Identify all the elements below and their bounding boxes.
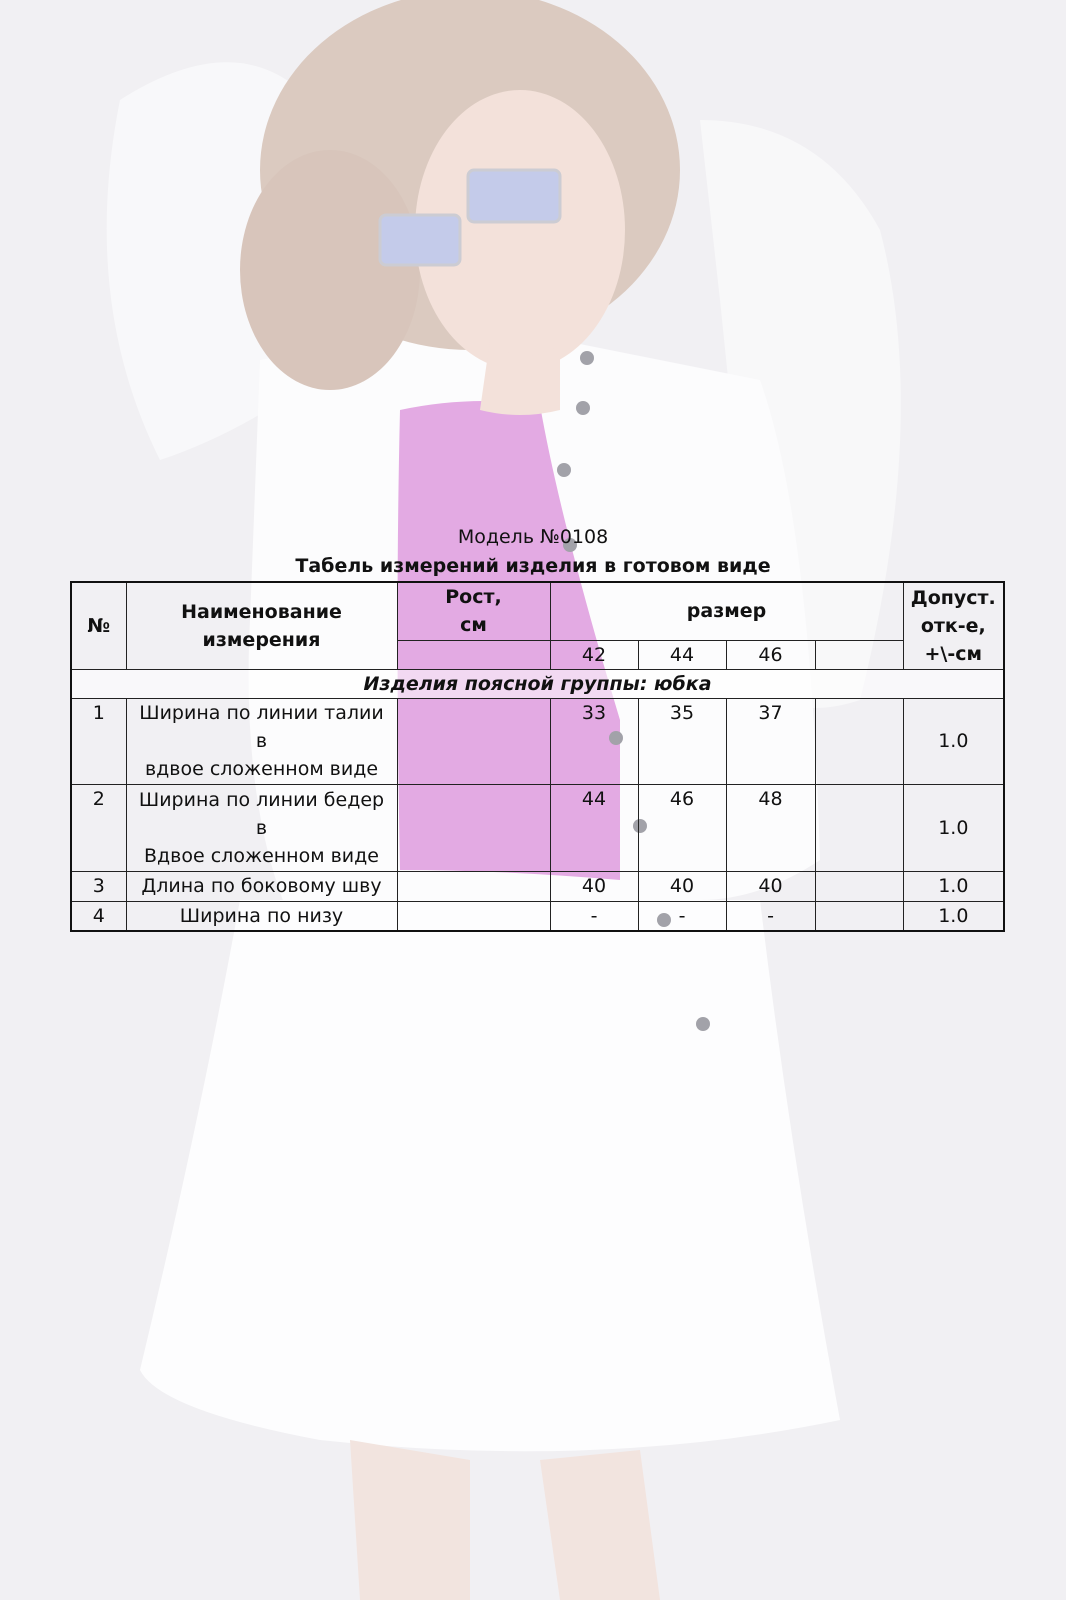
row-name: Ширина по низу	[126, 901, 397, 931]
row-height	[397, 698, 550, 784]
row-value: 48	[726, 784, 815, 871]
row-height	[397, 901, 550, 931]
row-num: 1	[71, 698, 126, 784]
row-value	[815, 871, 903, 901]
row-value: 44	[550, 784, 638, 871]
table-row	[71, 784, 1004, 871]
row-name: Длина по боковому шву	[126, 871, 397, 901]
row-name-line: Ширина по линии талии	[139, 702, 384, 724]
header-height-line1: Рост,	[445, 586, 502, 609]
row-value: 37	[726, 698, 815, 784]
measurement-table	[70, 581, 1005, 932]
header-tolerance-line3: +\-см	[924, 642, 983, 665]
row-value: 40	[726, 871, 815, 901]
row-value: 40	[638, 871, 726, 901]
header-height-line2: см	[460, 614, 487, 637]
row-tolerance: 1.0	[903, 698, 1004, 784]
header-name	[126, 582, 397, 669]
row-value	[815, 901, 903, 931]
row-value: 40	[550, 871, 638, 901]
row-value: 35	[638, 698, 726, 784]
table-row	[71, 698, 1004, 784]
row-value	[815, 698, 903, 784]
row-name-line: Ширина по линии бедер	[138, 788, 385, 811]
model-caption: Модель №0108	[457, 526, 609, 548]
header-name-line2: измерения	[202, 628, 321, 651]
section-title: Изделия поясной группы: юбка	[71, 669, 1004, 698]
table-title: Табель измерений изделия в готовом виде	[295, 555, 771, 577]
header-size-empty	[815, 640, 903, 669]
header-height-sub	[397, 640, 550, 669]
header-size: размер	[550, 582, 903, 640]
row-tolerance: 1.0	[903, 784, 1004, 871]
header-tolerance-line1: Допуст.	[910, 586, 996, 609]
row-tolerance: 1.0	[903, 871, 1004, 901]
header-size-44: 44	[638, 640, 726, 669]
row-name-line: в	[255, 730, 268, 752]
header-size-46: 46	[726, 640, 815, 669]
header-size-42: 42	[550, 640, 638, 669]
table-row	[71, 871, 1004, 901]
row-num: 2	[71, 784, 126, 871]
row-tolerance: 1.0	[903, 901, 1004, 931]
row-height	[397, 871, 550, 901]
row-value: -	[726, 901, 815, 931]
row-value: -	[550, 901, 638, 931]
row-value	[815, 784, 903, 871]
row-num: 3	[71, 871, 126, 901]
header-name-line1: Наименование	[181, 600, 342, 623]
header-height	[397, 582, 550, 640]
row-name-line: в	[255, 816, 268, 839]
row-name-line: Вдвое сложенном виде	[144, 844, 379, 867]
header-tolerance-line2: отк-е,	[920, 614, 986, 637]
row-name	[126, 698, 397, 784]
row-num: 4	[71, 901, 126, 931]
header-num: №	[71, 582, 126, 669]
row-name-line: вдвое сложенном виде	[144, 758, 379, 780]
row-value: 46	[638, 784, 726, 871]
row-value: 33	[550, 698, 638, 784]
row-height	[397, 784, 550, 871]
header-tolerance	[903, 582, 1004, 669]
table-row	[71, 901, 1004, 931]
row-name	[126, 784, 397, 871]
row-value: -	[638, 901, 726, 931]
